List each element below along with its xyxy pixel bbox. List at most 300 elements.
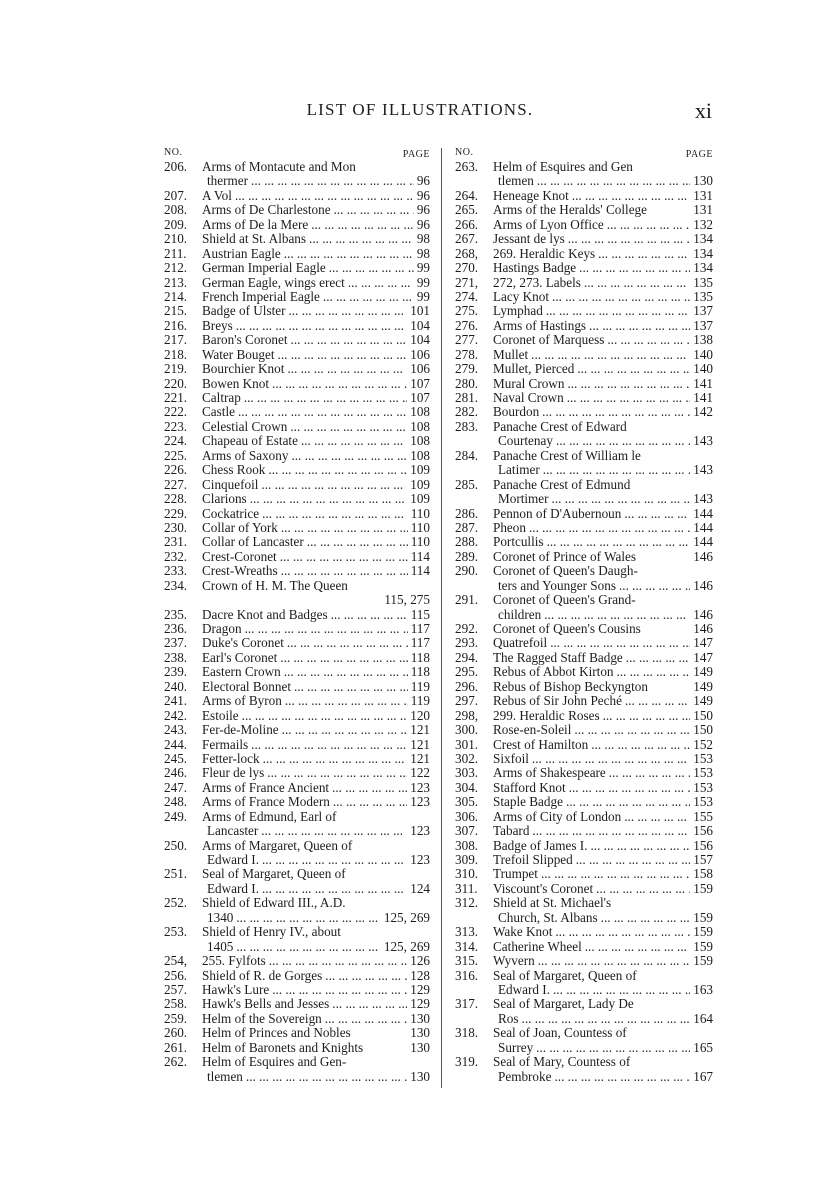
index-entry <box>455 362 713 376</box>
entry-title: Shield of Edward III., A.D. <box>202 895 346 911</box>
entry-line <box>455 492 713 506</box>
entry-page: 134 <box>693 245 713 261</box>
index-entry <box>455 420 713 449</box>
entry-page: 130 <box>693 173 713 189</box>
index-entry <box>164 795 430 809</box>
index-entry <box>455 348 713 362</box>
leader-dots <box>258 478 407 492</box>
entry-line <box>164 1041 430 1055</box>
entry-title: 255. Fylfots <box>202 953 266 969</box>
entry-page: 98 <box>416 231 430 247</box>
index-entry <box>455 391 713 405</box>
leader-dots <box>233 319 407 333</box>
entry-page: 130 <box>410 1039 430 1055</box>
entry-page: 104 <box>410 317 430 333</box>
leader-dots <box>241 391 407 405</box>
leader-dots <box>284 636 408 650</box>
entry-page: 134 <box>693 260 713 276</box>
entry-title: Cinquefoil <box>202 476 259 492</box>
index-entry <box>164 535 430 549</box>
entry-number: 235. <box>164 606 188 622</box>
index-entry <box>455 160 713 189</box>
entry-line <box>455 160 713 174</box>
index-entry <box>455 247 713 261</box>
entry-number: 293. <box>455 635 479 651</box>
entry-line <box>164 420 430 434</box>
leader-dots <box>533 1041 690 1055</box>
entry-line <box>455 752 713 766</box>
leader-dots <box>279 723 408 737</box>
entry-number: 264. <box>455 187 479 203</box>
entry-title: Water Bouget <box>202 346 275 362</box>
entry-number: 271, <box>455 274 479 290</box>
entry-title: German Eagle, wings erect <box>202 274 345 290</box>
entry-line <box>164 680 430 694</box>
entry-title: Crown of H. M. The Queen <box>202 577 348 593</box>
entry-line <box>455 348 713 362</box>
entry-number: 245. <box>164 750 188 766</box>
entry-number: 268, <box>455 245 479 261</box>
entry-number: 270. <box>455 260 479 276</box>
entry-page: 96 <box>416 173 430 189</box>
entry-line <box>164 911 430 925</box>
entry-line <box>164 839 430 853</box>
leader-dots <box>598 911 691 925</box>
entry-title: Arms of Margaret, Queen of <box>202 837 353 853</box>
index-entry <box>164 160 430 189</box>
leader-dots <box>248 738 407 752</box>
entry-line <box>455 449 713 463</box>
entry-line <box>455 1041 713 1055</box>
entry-title: Sixfoil <box>493 750 529 766</box>
leader-dots <box>243 1070 407 1084</box>
entry-page: 110 <box>410 505 430 521</box>
leader-dots <box>606 766 690 780</box>
entry-page: 150 <box>693 707 713 723</box>
entry-line <box>164 391 430 405</box>
entry-title: Church, St. Albans <box>498 909 598 925</box>
leader-dots <box>538 867 690 881</box>
entry-page: 128 <box>410 967 430 983</box>
entry-title: Jessant de lys <box>493 231 565 247</box>
index-entry <box>455 867 713 881</box>
index-entry <box>164 867 430 896</box>
entry-title: Baron's Coronet <box>202 332 288 348</box>
entry-line <box>455 564 713 578</box>
index-entry <box>164 377 430 391</box>
entry-number: 249. <box>164 808 188 824</box>
index-entry <box>455 752 713 766</box>
entry-number: 208. <box>164 202 188 218</box>
entry-line <box>455 1070 713 1084</box>
index-entry <box>164 276 430 290</box>
entry-page: 130 <box>410 1068 430 1084</box>
entry-title: Crest-Wreaths <box>202 563 278 579</box>
entry-page: 144 <box>693 534 713 550</box>
leader-dots <box>330 795 407 809</box>
entry-line <box>455 738 713 752</box>
entry-number: 233. <box>164 563 188 579</box>
entry-title: Trumpet <box>493 866 538 882</box>
entry-page: 135 <box>693 288 713 304</box>
entry-title: Arms of Byron <box>202 693 282 709</box>
entry-title: 1405 <box>207 938 234 954</box>
entry-line <box>455 1026 713 1040</box>
entry-title: Fer-de-Moline <box>202 722 279 738</box>
leader-dots <box>264 766 407 780</box>
leader-dots <box>281 665 408 679</box>
entry-line <box>455 694 713 708</box>
entry-page: 109 <box>410 476 430 492</box>
index-entry <box>164 839 430 868</box>
entry-page: 125, 269 <box>383 909 430 925</box>
entry-line <box>164 319 430 333</box>
leader-dots <box>331 203 414 217</box>
leader-dots <box>329 781 407 795</box>
entry-page: 108 <box>410 418 430 434</box>
entry-line <box>455 766 713 780</box>
entry-number: 258. <box>164 996 188 1012</box>
entry-title: Mural Crown <box>493 375 565 391</box>
entry-line <box>455 622 713 636</box>
entry-title: Coronet of Queen's Cousins <box>493 621 641 636</box>
entry-number: 231. <box>164 534 188 550</box>
index-entry <box>455 839 713 853</box>
entry-number: 261. <box>164 1039 188 1055</box>
leader-dots <box>247 492 408 506</box>
index-entry <box>455 319 713 333</box>
entry-title: Surrey <box>498 1039 534 1055</box>
entry-line <box>455 1055 713 1069</box>
entry-line <box>455 911 713 925</box>
entry-number: 229. <box>164 505 188 521</box>
leader-dots <box>550 983 690 997</box>
entry-line <box>164 882 430 896</box>
entry-title: Hastings Badge <box>493 260 577 276</box>
entry-title: Cockatrice <box>202 505 260 521</box>
index-entry <box>164 810 430 839</box>
entry-line <box>164 969 430 983</box>
leader-dots <box>549 290 690 304</box>
index-entry <box>164 738 430 752</box>
entry-number: 232. <box>164 548 188 564</box>
entry-page: 137 <box>693 317 713 333</box>
entry-page: 115 <box>410 606 430 622</box>
entry-line <box>164 665 430 679</box>
entry-number: 228. <box>164 491 188 507</box>
entry-line <box>164 174 430 188</box>
entry-title: Austrian Eagle <box>202 245 281 261</box>
index-entry <box>164 232 430 246</box>
entry-page: 164 <box>693 1010 713 1026</box>
running-title: LIST OF ILLUSTRATIONS. <box>306 100 534 119</box>
entry-title: Shield of Henry IV., about <box>202 924 341 940</box>
entry-page: 114 <box>410 548 430 564</box>
entry-line <box>455 824 713 838</box>
entry-title: Mullet, Pierced <box>493 361 575 377</box>
entry-number: 311. <box>455 880 478 896</box>
index-entry <box>455 218 713 232</box>
leader-dots <box>265 463 407 477</box>
entry-number: 316. <box>455 967 479 983</box>
entry-title: Lymphad <box>493 303 543 319</box>
entry-title: French Imperial Eagle <box>202 288 320 304</box>
entry-line <box>455 983 713 997</box>
entry-page: 123 <box>410 823 430 839</box>
entry-line <box>164 738 430 752</box>
leader-dots <box>576 261 690 275</box>
entry-page: 125, 269 <box>383 938 430 954</box>
entry-title: Dragon <box>202 621 242 636</box>
index-entry <box>455 377 713 391</box>
leader-dots <box>574 362 690 376</box>
index-entry <box>164 507 430 521</box>
entry-title: Pheon <box>493 519 526 535</box>
heading-no: NO. <box>164 147 183 158</box>
index-entry <box>455 969 713 998</box>
entry-title: Quatrefoil <box>493 635 548 651</box>
entry-number: 218. <box>164 346 188 362</box>
entry-line <box>164 579 430 593</box>
entry-page: 138 <box>693 332 713 348</box>
entry-number: 306. <box>455 808 479 824</box>
entry-title: Mullet <box>493 346 529 362</box>
leader-dots <box>595 247 690 261</box>
entry-title: Arms of De Charlestone <box>202 202 331 218</box>
leader-dots <box>328 608 408 622</box>
index-entry <box>164 550 430 564</box>
entry-title: Arms of Hastings <box>493 317 587 333</box>
index-entry <box>455 333 713 347</box>
index-entry <box>455 896 713 925</box>
entry-page: 117 <box>410 621 430 636</box>
leader-dots <box>248 174 414 188</box>
entry-page: 106 <box>410 361 430 377</box>
entry-number: 317. <box>455 996 479 1012</box>
entry-title: Wake Knot <box>493 924 553 940</box>
index-entry <box>164 969 430 983</box>
index-entry <box>164 608 430 622</box>
entry-number: 206. <box>164 159 188 174</box>
entry-title: Catherine Wheel <box>493 938 582 954</box>
leader-dots <box>266 954 407 968</box>
entry-page: 131 <box>693 187 713 203</box>
entry-line <box>455 478 713 492</box>
entry-title: Ros <box>498 1010 519 1026</box>
index-entry <box>455 304 713 318</box>
entry-line <box>455 203 713 217</box>
entry-line <box>164 232 430 246</box>
entry-line <box>455 174 713 188</box>
entry-number: 274. <box>455 288 479 304</box>
index-entry <box>164 564 430 578</box>
index-entry <box>455 940 713 954</box>
leader-dots <box>540 463 690 477</box>
entry-number: 224. <box>164 433 188 449</box>
entry-number: 207. <box>164 187 188 203</box>
leader-dots <box>621 810 690 824</box>
index-entry <box>164 694 430 708</box>
entry-page: 123 <box>410 794 430 810</box>
entry-number: 277. <box>455 332 479 348</box>
leader-dots <box>284 362 407 376</box>
leader-dots <box>528 348 690 362</box>
entry-number: 230. <box>164 519 188 535</box>
entry-title: Fetter-lock <box>202 750 260 766</box>
entry-line <box>455 680 713 694</box>
entry-page: 123 <box>410 852 430 867</box>
entry-number: 280. <box>455 375 479 391</box>
entry-page: 131 <box>693 202 713 218</box>
index-entry <box>455 593 713 622</box>
entry-line <box>164 434 430 448</box>
entry-title: Viscount's Coronet <box>493 880 594 896</box>
index-entry <box>164 925 430 954</box>
leader-dots <box>322 1012 407 1026</box>
index-entry <box>164 622 430 636</box>
entry-number: 216. <box>164 317 188 333</box>
entry-title: Helm of Esquires and Gen- <box>202 1054 347 1070</box>
entry-number: 246. <box>164 765 188 781</box>
entry-title: Duke's Coronet <box>202 635 284 651</box>
entry-line <box>455 521 713 535</box>
entry-page: 153 <box>693 794 713 810</box>
index-entry <box>164 319 430 333</box>
leader-dots <box>260 752 408 766</box>
index-entry <box>455 665 713 679</box>
entry-page: 146 <box>693 621 713 636</box>
leader-dots <box>288 333 408 347</box>
entry-title: Celestial Crown <box>202 418 288 434</box>
entry-line <box>455 867 713 881</box>
entry-line <box>455 362 713 376</box>
entry-number: 266. <box>455 216 479 232</box>
entry-title: The Ragged Staff Badge <box>493 649 623 665</box>
leader-dots <box>269 377 407 391</box>
index-entry <box>164 218 430 232</box>
index-entry <box>164 348 430 362</box>
leader-dots <box>551 1070 690 1084</box>
entry-page: 109 <box>410 462 430 478</box>
entry-page: 167 <box>693 1068 713 1084</box>
entry-number: 300. <box>455 722 479 738</box>
entry-title: Edward I. <box>207 880 259 896</box>
entry-page: 120 <box>410 707 430 723</box>
entry-page: 142 <box>693 404 713 420</box>
index-entry <box>455 882 713 896</box>
entry-line <box>455 276 713 290</box>
index-entry <box>455 824 713 838</box>
entry-title: Coronet of Queen's Daugh- <box>493 563 638 579</box>
index-entry <box>164 304 430 318</box>
entry-line <box>455 405 713 419</box>
entry-line <box>455 940 713 954</box>
entry-line <box>164 593 430 607</box>
entry-number: 259. <box>164 1010 188 1026</box>
entry-line <box>455 232 713 246</box>
leader-dots <box>275 348 408 362</box>
leader-dots <box>564 377 690 391</box>
index-entry <box>455 853 713 867</box>
entry-number: 225. <box>164 447 188 463</box>
leader-dots <box>569 189 690 203</box>
entry-page: 107 <box>410 375 430 391</box>
entry-page: 108 <box>410 404 430 420</box>
leader-dots <box>277 651 407 665</box>
entry-number: 305. <box>455 794 479 810</box>
entry-page: 108 <box>410 433 430 449</box>
entry-number: 309. <box>455 852 479 867</box>
entry-title: ters and Younger Sons <box>498 577 616 593</box>
leader-dots <box>259 853 407 867</box>
leader-dots <box>304 535 408 549</box>
entry-page: 109 <box>410 491 430 507</box>
entry-page: 155 <box>693 808 713 824</box>
entry-page: 163 <box>693 981 713 997</box>
entry-page: 156 <box>693 823 713 839</box>
entry-line <box>164 723 430 737</box>
entry-title: Coronet of Marquess <box>493 332 605 348</box>
entry-page: 159 <box>693 953 713 969</box>
entry-line <box>164 608 430 622</box>
index-entry <box>164 709 430 723</box>
entry-number: 296. <box>455 678 479 694</box>
entry-line <box>455 795 713 809</box>
entry-line <box>455 709 713 723</box>
entry-number: 315. <box>455 953 479 969</box>
entry-title: A Vol <box>202 187 232 203</box>
index-entry <box>164 449 430 463</box>
entry-title: Dacre Knot and Badges <box>202 606 328 622</box>
entry-page: 147 <box>693 635 713 651</box>
index-entry <box>164 1012 430 1026</box>
leader-dots <box>588 738 690 752</box>
entry-title: Panache Crest of Edward <box>493 418 627 434</box>
entry-number: 282. <box>455 404 479 420</box>
entry-title: Chess Rook <box>202 462 266 478</box>
entry-line <box>164 463 430 477</box>
entry-line <box>455 391 713 405</box>
entry-page: 129 <box>410 981 430 997</box>
entry-line <box>455 1012 713 1026</box>
entry-line <box>164 781 430 795</box>
entry-title: Arms of Lyon Office <box>493 216 604 232</box>
entry-line <box>164 478 430 492</box>
entry-number: 243. <box>164 722 188 738</box>
index-entry <box>164 521 430 535</box>
leader-dots <box>320 290 414 304</box>
entry-number: 237. <box>164 635 188 651</box>
entry-line <box>164 333 430 347</box>
index-entry <box>164 651 430 665</box>
entry-line <box>455 377 713 391</box>
entry-page: 114 <box>410 563 430 579</box>
entry-number: 247. <box>164 779 188 795</box>
entry-line <box>164 160 430 174</box>
entry-page: 110 <box>410 534 430 550</box>
entry-line <box>164 997 430 1011</box>
entry-line <box>455 925 713 939</box>
entry-number: 238. <box>164 649 188 665</box>
index-entry <box>164 189 430 203</box>
leader-dots <box>286 304 408 318</box>
index-entry <box>164 752 430 766</box>
index-entry <box>164 1026 430 1040</box>
entry-page: 159 <box>693 938 713 954</box>
entry-line <box>164 795 430 809</box>
entry-number: 314. <box>455 938 479 954</box>
entry-number: 279. <box>455 361 479 377</box>
